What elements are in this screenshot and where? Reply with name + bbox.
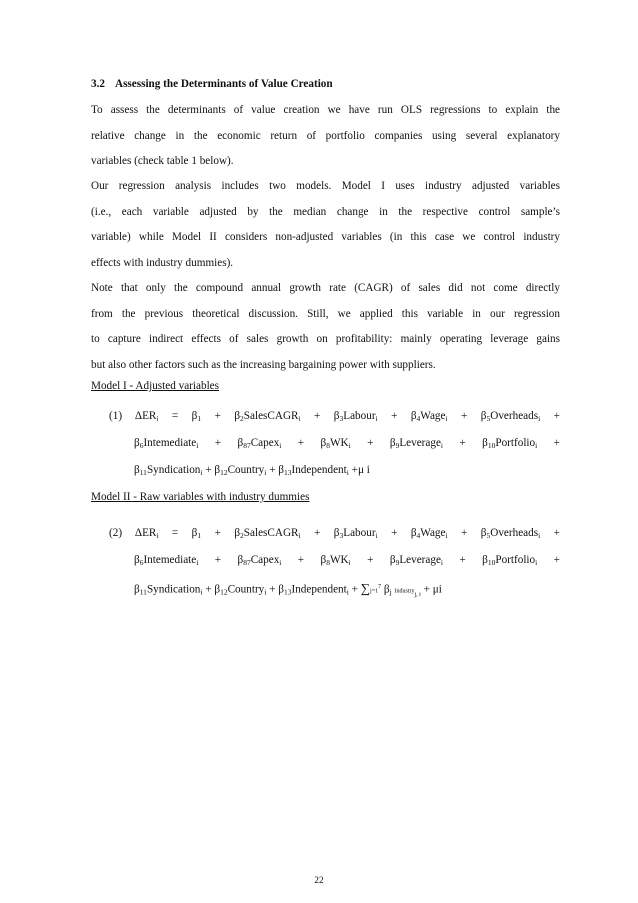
paragraph-line: relative change in the economic return of portfolio companies using several explanatory [91, 129, 560, 142]
equation-line: $\beta_{11}Syndication_i$ + $\beta_{12}Country_i$ + $\beta_{13}Independent_i +\mu$ i [134, 464, 370, 477]
paragraph-line: variable) while Model II considers non-adjusted variables (in this case we control industry [91, 231, 560, 243]
section-number: 3.2 [91, 78, 105, 90]
equation-line: (2) $\Delta ER_i = \beta_1$ + $\beta_2SalesCAGR_i$ + $\beta_3Labour_i$ + $\beta_4Wage_i$ + $\beta_5Overheads_i$ + [109, 527, 560, 540]
paragraph-line: from the previous theoretical discussion. Still, we applied this variable in our regression [91, 307, 560, 320]
paragraph-3 [91, 276, 560, 378]
equation-line: $\beta_{11}Syndication_i$ + $\beta_{12}Country_i$ + $\beta_{13}Independent_i + \sum j=1^7$ $\beta_j$ Industry$_{j, i}$ + μi [134, 580, 442, 598]
section-title: Assessing the Determinants of Value Creation [114, 78, 333, 90]
page-number: 22 [314, 876, 324, 886]
paragraph-line: (i.e., each variable adjusted by the median change in the respective control sample’s [91, 205, 560, 218]
paragraph-2 [91, 174, 560, 276]
paragraph-line: Our regression analysis includes two models. Model I uses industry adjusted variables [91, 180, 560, 192]
equation-1 [109, 404, 560, 485]
section-heading [91, 78, 333, 90]
paragraph-1 [91, 98, 560, 175]
paragraph-line: to capture indirect effects of sales growth on profitability: mainly operating leverage gains [91, 333, 560, 345]
model-1-title: Model I - Adjusted variables [91, 380, 220, 392]
equation-line: (1) $\Delta ER_i = \beta_1$ + $\beta_2SalesCAGR_i$ + $\beta_3Labour_i$ + $\beta_4Wage_i$ + $\beta_5Overheads_i$ + [109, 410, 560, 423]
model-2-title: Model II - Raw variables with industry dummies [91, 491, 310, 503]
paragraph-line: effects with industry dummies). [91, 256, 234, 269]
paragraph-line: but also other factors such as the increasing bargaining power with suppliers. [91, 358, 436, 371]
paragraph-line: variables (check table 1 below). [91, 155, 234, 167]
equation-line: $\beta_6Intemediate_i$ + $\beta_{87}Capex_i + \beta_8WK_i$ + $\beta_9Leverage_i$ + $\beta_{10}Portfolio_i$ + [134, 437, 560, 450]
equation-2 [109, 521, 560, 607]
equation-line: $\beta_6Intemediate_i$ + $\beta_{87}Capex_i + \beta_8WK_i$ + $\beta_9Leverage_i$ + $\beta_{10}Portfolio_i$ + [134, 554, 560, 567]
paragraph-line: To assess the determinants of value creation we have run OLS regressions to explain the [91, 104, 560, 116]
paragraph-line: Note that only the compound annual growth rate (CAGR) of sales did not come directly [91, 282, 560, 294]
